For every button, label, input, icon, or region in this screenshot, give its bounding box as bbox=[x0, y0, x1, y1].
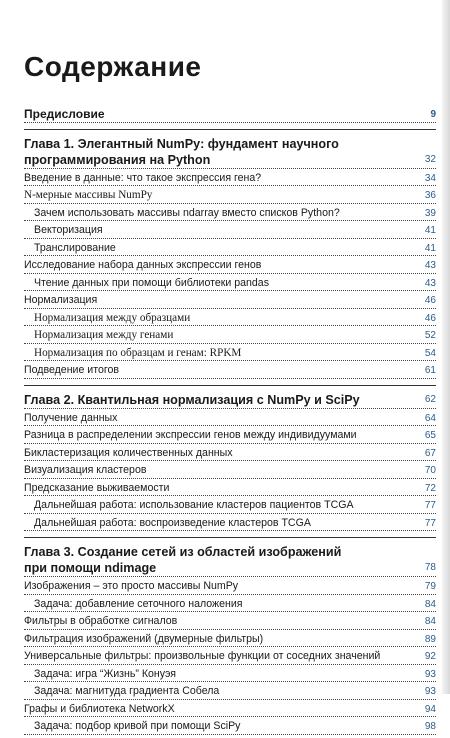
toc-entry-text: Задача: добавление сеточного наложения bbox=[34, 597, 243, 610]
table-of-contents bbox=[24, 108, 436, 735]
toc-entry-page: 65 bbox=[424, 430, 436, 441]
toc-entry[interactable] bbox=[24, 703, 436, 718]
toc-entry-page: 46 bbox=[424, 295, 436, 306]
toc-entry[interactable] bbox=[24, 650, 436, 665]
chapter-1 bbox=[24, 129, 436, 379]
chapter-heading[interactable] bbox=[24, 392, 436, 409]
toc-entry-text: Дальнейшая работа: использование кластеров пациентов TCGA bbox=[34, 499, 354, 511]
toc-entry-page: 41 bbox=[424, 225, 436, 236]
toc-entry[interactable] bbox=[24, 412, 436, 427]
toc-entry-page: 43 bbox=[424, 277, 436, 289]
toc-entry-text: Исследование набора данных экспрессии генов bbox=[24, 259, 262, 271]
toc-entry-preface[interactable] bbox=[24, 108, 436, 123]
toc-entry-text: Предсказание выживаемости bbox=[24, 481, 170, 494]
toc-entry-page: 41 bbox=[424, 242, 436, 254]
toc-entry-text: Дальнейшая работа: воспроизведение кластеров TCGA bbox=[34, 516, 311, 529]
chapter-title-line: Глава 3. Создание сетей из областей изображений bbox=[24, 545, 342, 559]
toc-page bbox=[24, 0, 436, 738]
toc-entry-page: 77 bbox=[424, 500, 436, 511]
toc-entry-text: Фильтры в обработке сигналов bbox=[24, 615, 178, 627]
toc-entry-page: 79 bbox=[424, 581, 436, 592]
toc-entry[interactable] bbox=[24, 685, 436, 700]
chapter-title bbox=[24, 392, 416, 408]
toc-entry-page: 93 bbox=[424, 668, 436, 680]
toc-entry-page: 43 bbox=[424, 260, 436, 271]
chapter-title-line: при помощи ndimage bbox=[24, 561, 157, 575]
chapter-divider bbox=[24, 129, 436, 130]
toc-entry-text: Нормализация bbox=[24, 294, 98, 306]
toc-entry[interactable] bbox=[24, 580, 436, 595]
toc-entry[interactable] bbox=[24, 517, 436, 532]
toc-entry-text: Получение данных bbox=[24, 411, 118, 424]
toc-entry[interactable] bbox=[24, 464, 436, 479]
toc-entry-text: Задача: игра “Жизнь” Конуэя bbox=[34, 667, 176, 680]
chapter-3 bbox=[24, 537, 436, 735]
chapter-title-line: Глава 1. Элегантный NumPy: фундамент научного bbox=[24, 136, 339, 151]
toc-entry-text: Нормализация по образцам и генам: RPKM bbox=[34, 346, 242, 359]
toc-entry-text: Задача: магнитуда градиента Собела bbox=[34, 685, 220, 697]
toc-entry-text: Универсальные фильтры: произвольные функции от соседних значений bbox=[24, 650, 381, 662]
toc-entry[interactable] bbox=[24, 720, 436, 735]
toc-entry-page: 77 bbox=[424, 517, 436, 529]
toc-entry[interactable] bbox=[24, 668, 436, 683]
toc-entry-page: 70 bbox=[424, 465, 436, 476]
toc-entry[interactable] bbox=[24, 429, 436, 444]
toc-entry-text: Графы и библиотека NetworkX bbox=[24, 702, 175, 715]
toc-entry-text: Зачем использовать массивы ndarray вместо списков Python? bbox=[34, 206, 340, 219]
page-title: Содержание bbox=[24, 51, 202, 82]
toc-entry[interactable] bbox=[24, 172, 436, 187]
toc-entry[interactable] bbox=[24, 207, 436, 222]
toc-entry-text: Фильтрация изображений (двумерные фильтры) bbox=[24, 632, 264, 645]
toc-entry-page: 46 bbox=[424, 312, 436, 324]
chapter-title-line: Глава 2. Квантильная нормализация с NumPy и SciPy bbox=[24, 392, 360, 407]
toc-entry[interactable] bbox=[24, 259, 436, 274]
toc-entry[interactable] bbox=[24, 615, 436, 630]
toc-entry-page: 98 bbox=[424, 721, 436, 732]
toc-entry-text: Векторизация bbox=[34, 224, 103, 236]
toc-entry-page: 39 bbox=[424, 207, 436, 219]
toc-entry[interactable] bbox=[24, 329, 436, 344]
chapter-page: 32 bbox=[424, 153, 436, 165]
toc-entry-text: Подведение итогов bbox=[24, 364, 119, 376]
chapters-list bbox=[24, 129, 436, 735]
toc-entry-text: Предисловие bbox=[24, 108, 105, 121]
chapter-title bbox=[24, 136, 416, 168]
chapter-title-line: программирования на Python bbox=[24, 152, 211, 167]
toc-entry[interactable] bbox=[24, 598, 436, 613]
toc-entry-text: Нормализация между генами bbox=[34, 329, 174, 341]
toc-entry-text: Разница в распределении экспрессии генов между индивидуумами bbox=[24, 429, 357, 441]
chapter-divider bbox=[24, 537, 436, 538]
toc-entry-text: Чтение данных при помощи библиотеки pandas bbox=[34, 276, 269, 289]
toc-entry-page: 84 bbox=[424, 616, 436, 627]
toc-entry-text: Изображения – это просто массивы NumPy bbox=[24, 580, 239, 592]
toc-entry-text: Транслирование bbox=[34, 241, 116, 254]
toc-entry-page: 89 bbox=[424, 633, 436, 645]
chapter-2 bbox=[24, 385, 436, 532]
chapter-page: 78 bbox=[424, 562, 436, 573]
chapter-title bbox=[24, 544, 416, 576]
toc-entry[interactable] bbox=[24, 364, 436, 379]
toc-entry[interactable] bbox=[24, 277, 436, 292]
toc-entry-page: 72 bbox=[424, 482, 436, 494]
toc-entry-page: 64 bbox=[424, 412, 436, 424]
toc-entry[interactable] bbox=[24, 499, 436, 514]
chapter-heading[interactable] bbox=[24, 136, 436, 169]
toc-entry-page: 84 bbox=[424, 598, 436, 610]
toc-entry[interactable] bbox=[24, 189, 436, 204]
toc-entry-page: 93 bbox=[424, 686, 436, 697]
toc-entry-text: Визуализация кластеров bbox=[24, 464, 147, 476]
chapter-heading[interactable] bbox=[24, 544, 436, 577]
toc-entry[interactable] bbox=[24, 347, 436, 362]
toc-entry-page: 94 bbox=[424, 703, 436, 715]
toc-entry-page: 52 bbox=[424, 330, 436, 341]
toc-entry-text: N-мерные массивы NumPy bbox=[24, 189, 153, 201]
toc-entry[interactable] bbox=[24, 447, 436, 462]
toc-entry[interactable] bbox=[24, 294, 436, 309]
toc-entry-page: 36 bbox=[424, 190, 436, 201]
chapter-divider bbox=[24, 385, 436, 386]
toc-entry-text: Задача: подбор кривой при помощи SciPy bbox=[34, 720, 241, 732]
toc-entry-text: Бикластеризация количественных данных bbox=[24, 446, 233, 459]
toc-entry-text: Введение в данные: что такое экспрессия гена? bbox=[24, 171, 262, 184]
toc-entry[interactable] bbox=[24, 224, 436, 239]
toc-entry-text: Нормализация между образцами bbox=[34, 311, 191, 324]
toc-entry-page: 61 bbox=[424, 365, 436, 376]
toc-entry-page: 9 bbox=[430, 109, 436, 120]
toc-entry-page: 67 bbox=[424, 447, 436, 459]
toc-entry[interactable] bbox=[24, 482, 436, 497]
toc-entry-page: 92 bbox=[424, 651, 436, 662]
toc-entry[interactable] bbox=[24, 633, 436, 648]
toc-entry[interactable] bbox=[24, 312, 436, 327]
toc-entry[interactable] bbox=[24, 242, 436, 257]
chapter-page: 62 bbox=[424, 393, 436, 405]
toc-entry-page: 54 bbox=[424, 347, 436, 359]
page-edge-shadow bbox=[442, 0, 450, 694]
toc-entry-page: 34 bbox=[424, 172, 436, 184]
